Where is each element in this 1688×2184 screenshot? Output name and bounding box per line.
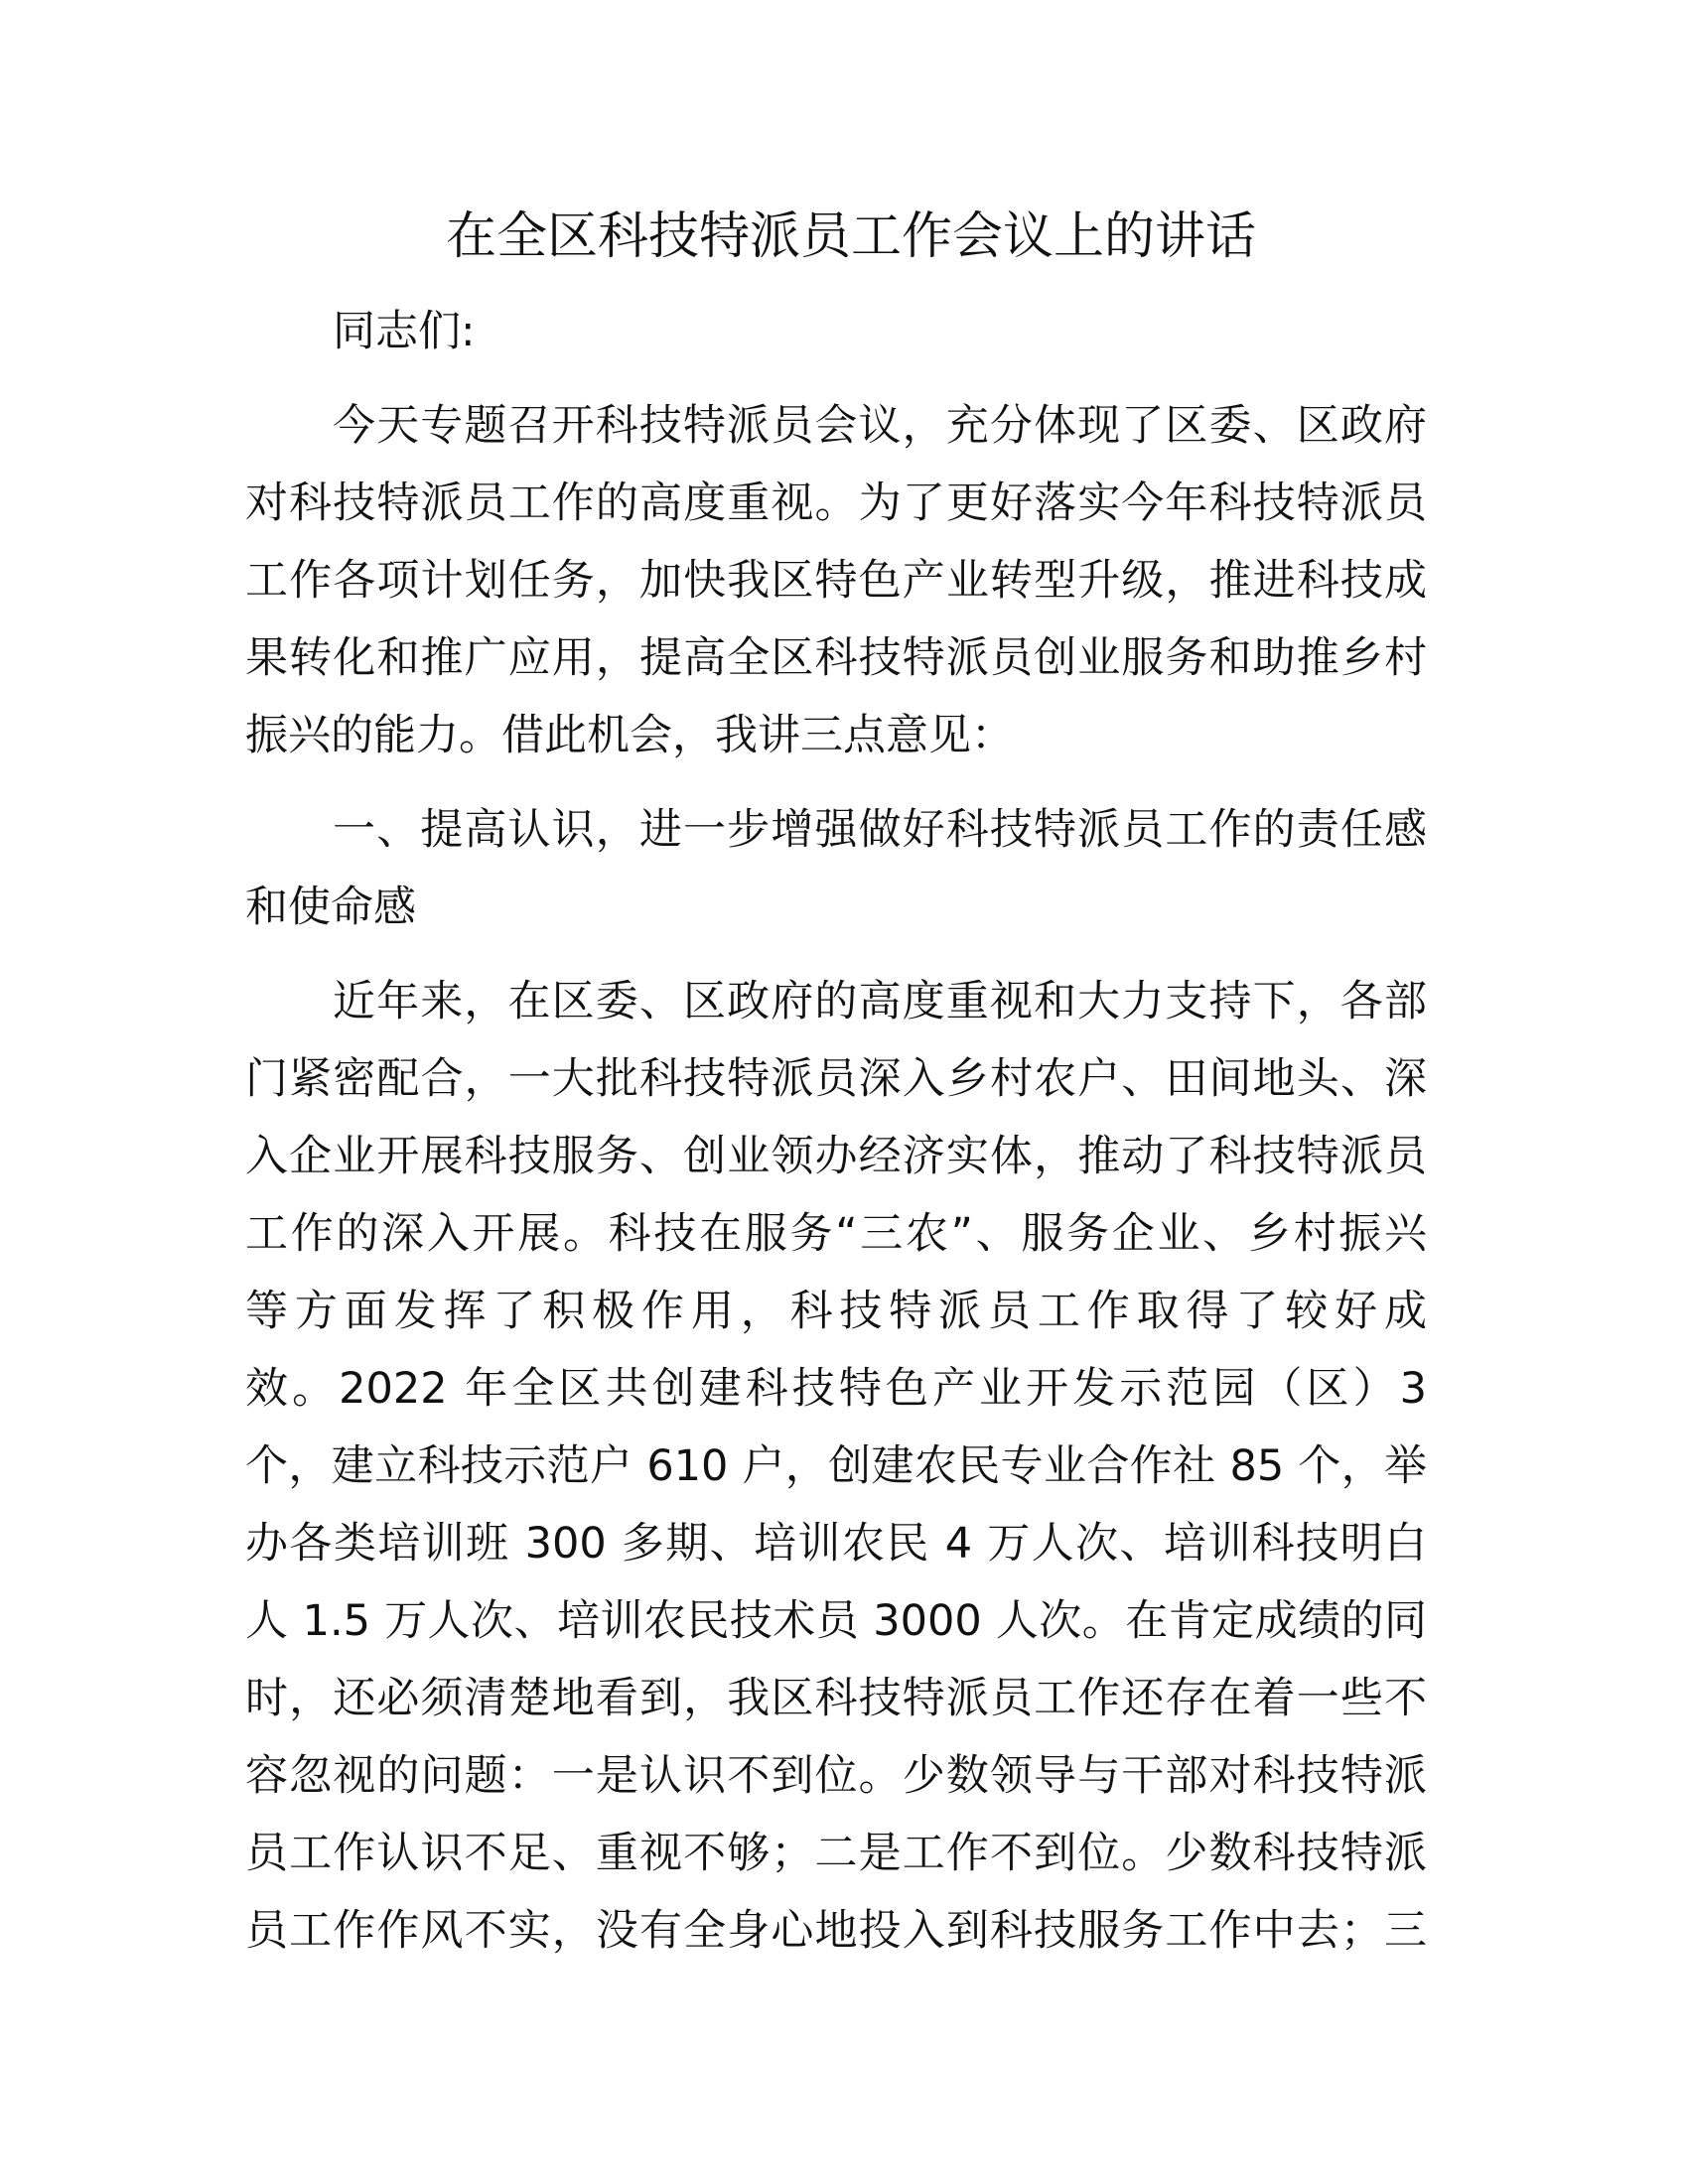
body-paragraph — [245, 963, 1427, 1970]
text-line: 效。2022 年全区共创建科技特色产业开发示范园（区）3 — [245, 1364, 1427, 1414]
text-line: 工作各项计划任务，加快我区特色产业转型升级，推进科技成 — [245, 556, 1427, 606]
text-line: 和使命感 — [245, 883, 416, 932]
text-line: 果转化和推广应用，提高全区科技特派员创业服务和助推乡村 — [245, 633, 1427, 683]
text-line: 容忽视的问题：一是认识不到位。少数领导与干部对科技特派 — [245, 1751, 1427, 1801]
text-line: 入企业开展科技服务、创业领办经济实体，推动了科技特派员 — [245, 1132, 1427, 1181]
text-line: 今天专题召开科技特派员会议，充分体现了区委、区政府 — [333, 401, 1427, 451]
text-line: 一、提高认识，进一步增强做好科技特派员工作的责任感 — [333, 805, 1427, 855]
text-line: 振兴的能力。借此机会，我讲三点意见： — [245, 711, 1014, 760]
text-line: 对科技特派员工作的高度重视。为了更好落实今年科技特派员 — [245, 478, 1427, 528]
document-title: 在全区科技特派员工作会议上的讲话 — [445, 207, 1256, 266]
text-line: 人 1.5 万人次、培训农民技术员 3000 人次。在肯定成绩的同 — [245, 1596, 1427, 1646]
text-line: 门紧密配合，一大批科技特派员深入乡村农户、田间地头、深 — [245, 1054, 1427, 1104]
salutation-paragraph — [245, 293, 1427, 370]
text-line: 个，建立科技示范户 610 户，创建农民专业合作社 85 个，举 — [245, 1441, 1427, 1491]
text-line: 时，还必须清楚地看到，我区科技特派员工作还存在着一些不 — [245, 1674, 1427, 1723]
text-line: 等方面发挥了积极作用，科技特派员工作取得了较好成 — [245, 1287, 1427, 1336]
salutation: 同志们: — [333, 307, 476, 356]
text-line: 办各类培训班 300 多期、培训农民 4 万人次、培训科技明白 — [245, 1519, 1427, 1569]
intro-paragraph — [245, 387, 1427, 774]
document-page — [245, 199, 1427, 1970]
text-line: 员工作作风不实，没有全身心地投入到科技服务工作中去；三 — [245, 1906, 1427, 1956]
text-line: 近年来，在区委、区政府的高度重视和大力支持下，各部 — [333, 977, 1427, 1026]
text-line: 员工作认识不足、重视不够；二是工作不到位。少数科技特派 — [245, 1829, 1427, 1878]
text-line: 工作的深入开展。科技在服务“三农”、服务企业、乡村振兴 — [245, 1209, 1427, 1259]
section-heading — [245, 791, 1427, 946]
